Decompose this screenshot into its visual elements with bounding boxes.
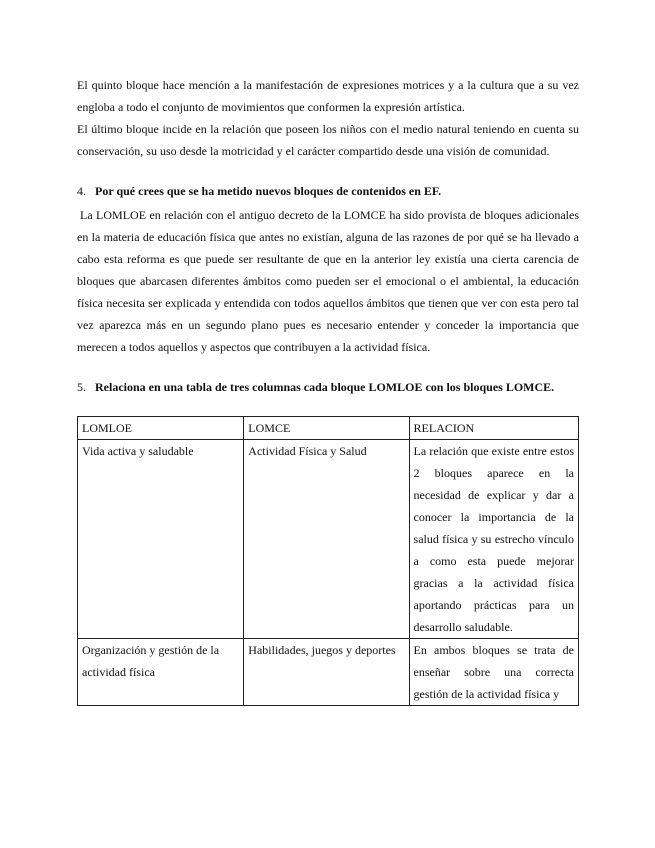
header-lomce: LOMCE	[244, 417, 409, 440]
cell-lomloe-text: Organización y gestión de la actividad física	[82, 643, 220, 679]
table-header-row	[78, 417, 579, 440]
cell-relacion: La relación que existe entre estos 2 bloques aparece en la necesidad de explicar y dar a conocer la importancia de la salud física y su estrecho vínculo a como esta puede mejorar gracias a la actividad física aportando prácticas para un desarrollo saludable.	[409, 440, 578, 639]
paragraph-quinto-bloque: El quinto bloque hace mención a la manifestación de expresiones motrices y a la cultura que a su vez engloba a todo el conjunto de movimientos que conformen la expresión artística.	[77, 78, 579, 114]
paragraph-ultimo-bloque: El último bloque incide en la relación que poseen los niños con el medio natural teniendo en cuenta su conservación, su uso desde la motricidad y el carácter compartido desde una visión de comunidad.	[77, 122, 579, 158]
section-4-body: La LOMLOE en relación con el antiguo decreto de la LOMCE ha sido provista de bloques adicionales en la materia de educación física que antes no existían, alguna de las razones de por qué se ha llevado a cabo esta reforma es que puede ser resultante de que en la anterior ley existía una cierta carencia de bloques que abarcasen diferentes ámbitos como pueden ser el emocional o el ambiental, la educación física necesita ser explicada y entendida con todos aquellos ámbitos que tienen que ver con esta pero tal vez aparezca más en un segundo plano pues es necesario entender y conceder la importancia que merecen a todos aquellos y aspectos que contribuyen a la actividad física.	[77, 208, 579, 354]
header-lomloe: LOMLOE	[78, 417, 244, 440]
table-row	[78, 440, 579, 639]
cell-lomce	[244, 639, 409, 706]
section-5-title: Relaciona en una tabla de tres columnas cada bloque LOMLOE con los bloques LOMCE.	[95, 380, 555, 394]
comparison-table	[77, 416, 579, 706]
cell-lomce: Actividad Física y Salud	[244, 440, 409, 639]
cell-relacion	[409, 639, 578, 706]
section-4-number: 4.	[77, 184, 86, 198]
section-4-title: Por qué crees que se ha metido nuevos bloques de contenidos en EF.	[95, 184, 442, 198]
header-relacion: RELACION	[409, 417, 578, 440]
section-4-heading	[77, 180, 579, 202]
cell-lomce-text: Habilidades, juegos y deportes	[248, 643, 396, 657]
document-page	[77, 74, 579, 706]
section-5-number: 5.	[77, 380, 86, 394]
cell-lomloe	[78, 639, 244, 706]
cell-lomloe: Vida activa y saludable	[78, 440, 244, 639]
cell-relacion-text: En ambos bloques se trata de enseñar sobre una correcta gestión de la actividad física y	[413, 643, 574, 701]
table-row	[78, 639, 579, 706]
section-5-heading	[77, 376, 579, 398]
